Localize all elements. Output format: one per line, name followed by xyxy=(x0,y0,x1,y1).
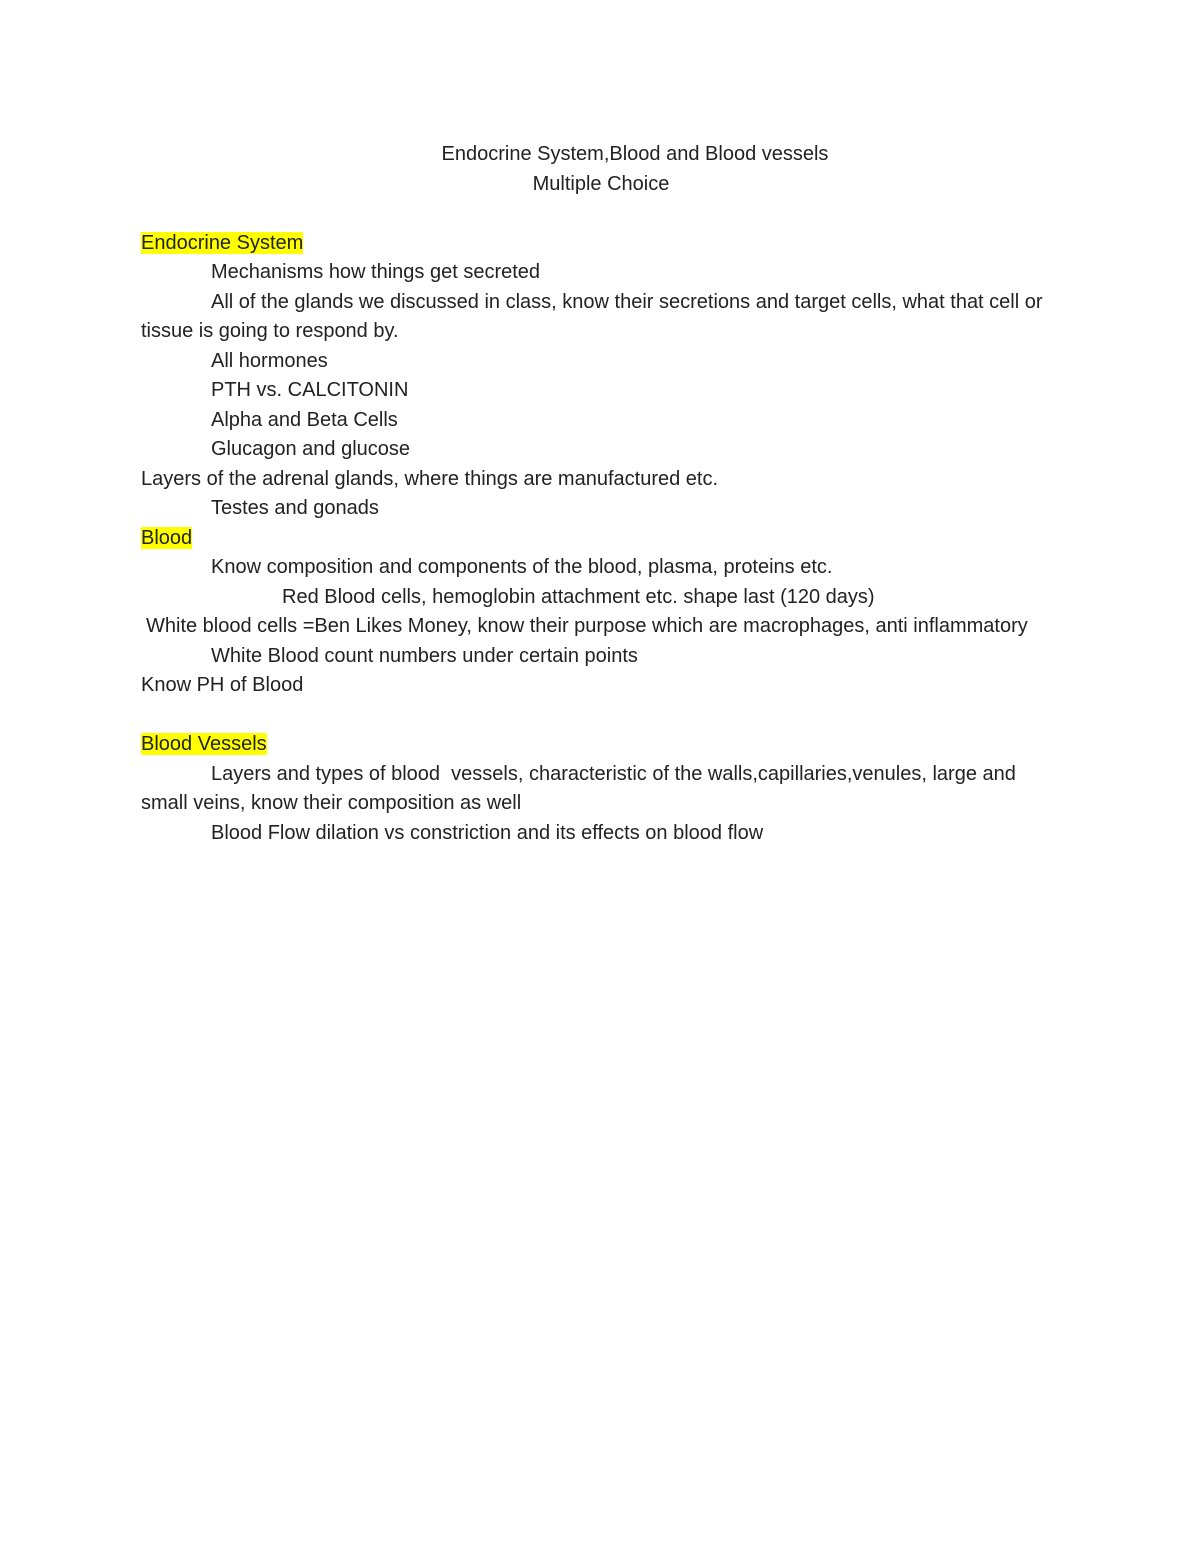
list-item: Alpha and Beta Cells xyxy=(211,408,398,431)
list-item: Mechanisms how things get secreted xyxy=(211,261,541,283)
list-item: All of the glands we discussed in class, know their secretions and target cells, what that cell or tissue is going to respond by. xyxy=(141,290,1043,342)
spacer xyxy=(141,701,1061,731)
list-item: Testes and gonads xyxy=(211,497,379,519)
list-item: Layers of the adrenal glands, where things are manufactured etc. xyxy=(141,467,719,490)
list-item: Layers and types of blood vessels, characteristic of the walls,capillaries,venules, large and small veins, know their composition as well xyxy=(141,762,1022,814)
list-item: Red Blood cells, hemoglobin attachment etc. shape last (120 days) xyxy=(282,585,875,608)
document-body xyxy=(141,140,1061,848)
list-item: Glucagon and glucose xyxy=(211,438,411,460)
section-heading-blood-vessels xyxy=(141,730,1061,760)
document-title: Endocrine System,Blood and Blood vessels xyxy=(441,143,829,165)
list-item: White Blood count numbers under certain points xyxy=(211,644,638,667)
section-heading-endocrine xyxy=(141,229,1061,259)
highlight: Endocrine System xyxy=(141,231,304,254)
highlight: Blood xyxy=(141,526,193,549)
list-item: White blood cells =Ben Likes Money, know their purpose which are macrophages, anti inflammatory xyxy=(146,615,1028,637)
section-heading-blood xyxy=(141,524,1061,554)
list-item: PTH vs. CALCITONIN xyxy=(211,379,409,401)
document-subtitle: Multiple Choice xyxy=(532,172,670,195)
list-item: All hormones xyxy=(211,349,328,372)
list-item: Know composition and components of the blood, plasma, proteins etc. xyxy=(211,556,833,578)
highlight: Blood Vessels xyxy=(141,733,267,755)
list-item: Blood Flow dilation vs constriction and its effects on blood flow xyxy=(211,821,764,844)
list-item: Know PH of Blood xyxy=(141,674,304,696)
spacer xyxy=(141,199,1061,229)
